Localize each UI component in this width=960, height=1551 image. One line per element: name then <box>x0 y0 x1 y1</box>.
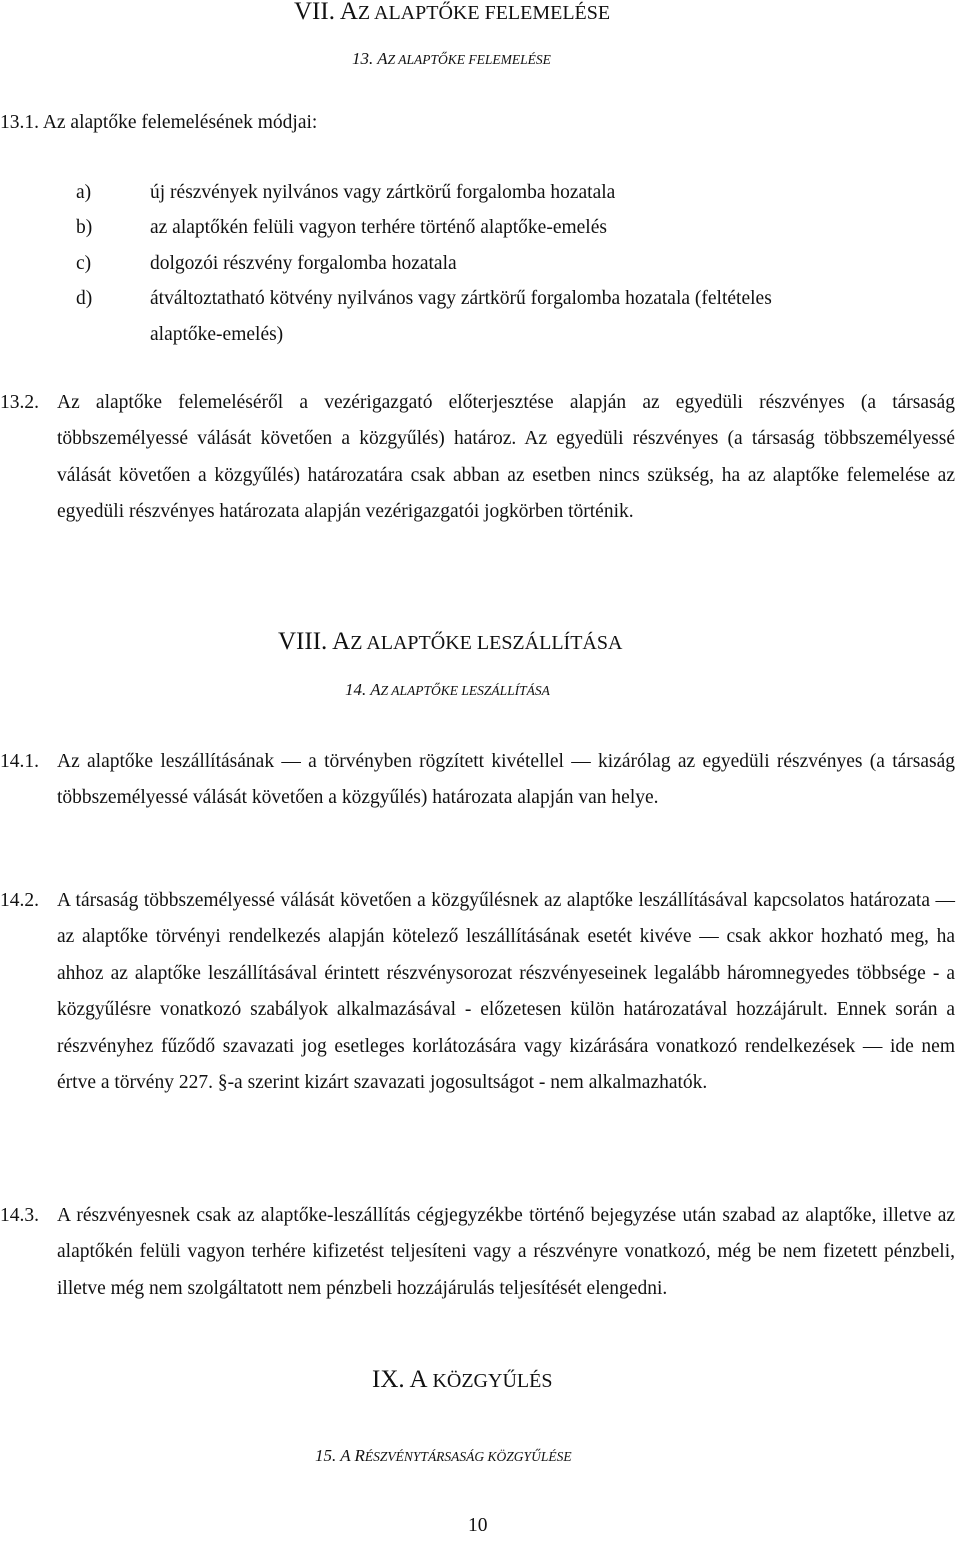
chapter-title-rest: Z ALAPTŐKE FELEMELÉSE <box>357 2 611 24</box>
section-number: 14. <box>345 680 367 699</box>
list-letter: c) <box>76 253 92 274</box>
chapter-roman: VII. <box>294 0 335 25</box>
chapter-heading-ix <box>372 1366 552 1394</box>
paragraph-14-2 <box>0 883 955 1101</box>
section-heading-13 <box>352 49 551 69</box>
chapter-title-initial: A <box>409 1366 427 1393</box>
page-number: 10 <box>468 1515 488 1536</box>
paragraph-text: Az alaptőke leszállításának — a törvényben rögzített kivétellel — kizárólag az egyedüli részvényes (a társaság többszemélyessé válását követően a közgyűlés) határozata alapján van helye. <box>57 751 955 809</box>
list-text: dolgozói részvény forgalomba hozatala <box>150 253 457 274</box>
section-heading-14 <box>345 680 550 700</box>
paragraph-number: 14.2. <box>0 890 39 911</box>
paragraph-text: Az alaptőke felemeléséről a vezérigazgató előterjesztése alapján az egyedüli részvényes (a társaság többszemélyessé válását követően a közgyűlés) határoz. Az egyedüli részvényes (a társaság többszemélyessé válását követően a közgyűlés) határozatára csak abban az esetben nincs szükség, ha az alaptőke felemelése az egyedüli részvényes határozata alapján vezérigazgatói jogkörben történik. <box>57 392 955 523</box>
paragraph-14-3 <box>0 1198 955 1307</box>
list-letter: a) <box>76 182 92 203</box>
section-title-rest: Z ALAPTŐKE LESZÁLLÍTÁSA <box>380 683 550 698</box>
chapter-title-initial: A <box>332 628 351 655</box>
chapter-title-initial: A <box>339 0 358 25</box>
paragraph-number: 13.2. <box>0 392 39 413</box>
section-title-rest: ÉSZVÉNYTÁRSASÁG KÖZGYŰLÉSE <box>364 1449 572 1464</box>
list-text: az alaptőkén felüli vagyon terhére történő alaptőke-emelés <box>150 217 607 238</box>
paragraph-number: 13.1. <box>0 112 39 133</box>
section-title-initial: A R <box>340 1446 365 1465</box>
chapter-heading-vii <box>294 0 610 26</box>
list-item-c <box>0 246 960 282</box>
list-letter: b) <box>76 217 93 238</box>
chapter-roman: VIII. <box>278 628 328 655</box>
chapter-heading-viii <box>278 628 622 656</box>
chapter-title-rest: KÖZGYŰLÉS <box>432 1370 553 1392</box>
list-item-b <box>0 210 960 246</box>
list-item-a <box>0 175 960 211</box>
section-number: 15. <box>315 1446 337 1465</box>
list-letter: d) <box>76 288 93 309</box>
chapter-roman: IX. <box>372 1366 405 1393</box>
list-item-d <box>0 281 960 353</box>
paragraph-number: 14.1. <box>0 751 39 772</box>
section-heading-15 <box>315 1446 572 1466</box>
section-title-initial: A <box>377 49 388 68</box>
section-title-rest: Z ALAPTŐKE FELEMELÉSE <box>387 52 551 67</box>
section-number: 13. <box>352 49 374 68</box>
chapter-title-rest: Z ALAPTŐKE LESZÁLLÍTÁSA <box>350 632 623 654</box>
list-text: új részvények nyilvános vagy zártkörű forgalomba hozatala <box>150 182 616 203</box>
paragraph-13-1 <box>0 112 317 134</box>
list-text-line2: alaptőke-emelés) <box>150 323 284 345</box>
paragraph-13-2 <box>0 385 955 531</box>
paragraph-number: 14.3. <box>0 1205 39 1226</box>
paragraph-text: A részvényesnek csak az alaptőke-leszállítás cégjegyzékbe történő bejegyzése után szabad az alaptőke, illetve az alaptőkén felüli vagyon terhére kifizetést teljesíteni vagy a részvényre vonatkozó, még be nem fizetett pénzbeli, illetve még nem szolgáltatott nem pénzbeli hozzájárulás teljesítését elengedni. <box>57 1205 955 1299</box>
section-title-initial: A <box>370 680 381 699</box>
paragraph-14-1 <box>0 744 955 817</box>
paragraph-text: A társaság többszemélyessé válását követően a közgyűlésnek az alaptőke leszállításával kapcsolatos határozata — az alaptőke törvényi rendelkezés alapján kötelező leszállításának esetét kivéve — csak akkor hozható meg, ha ahhoz az alaptőke leszállításával érintett részvénysorozat részvényeseinek legalább háromnegyedes többsége - a közgyűlésre vonatkozó szabályok alkalmazásával - előzetesen külön határozatával hozzájárult. Ennek során a részvényhez fűződő szavazati jog esetleges korlátozására vagy kizárására vonatkozó rendelkezések — ide nem értve a törvény 227. §-a szerint kizárt szavazati jogosultságot - nem alkalmazhatók. <box>57 890 955 1094</box>
paragraph-text: Az alaptőke felemelésének módjai: <box>42 112 318 133</box>
list-text-line1: átváltoztatható kötvény nyilvános vagy zártkörű forgalomba hozatala (feltételes <box>150 288 772 309</box>
